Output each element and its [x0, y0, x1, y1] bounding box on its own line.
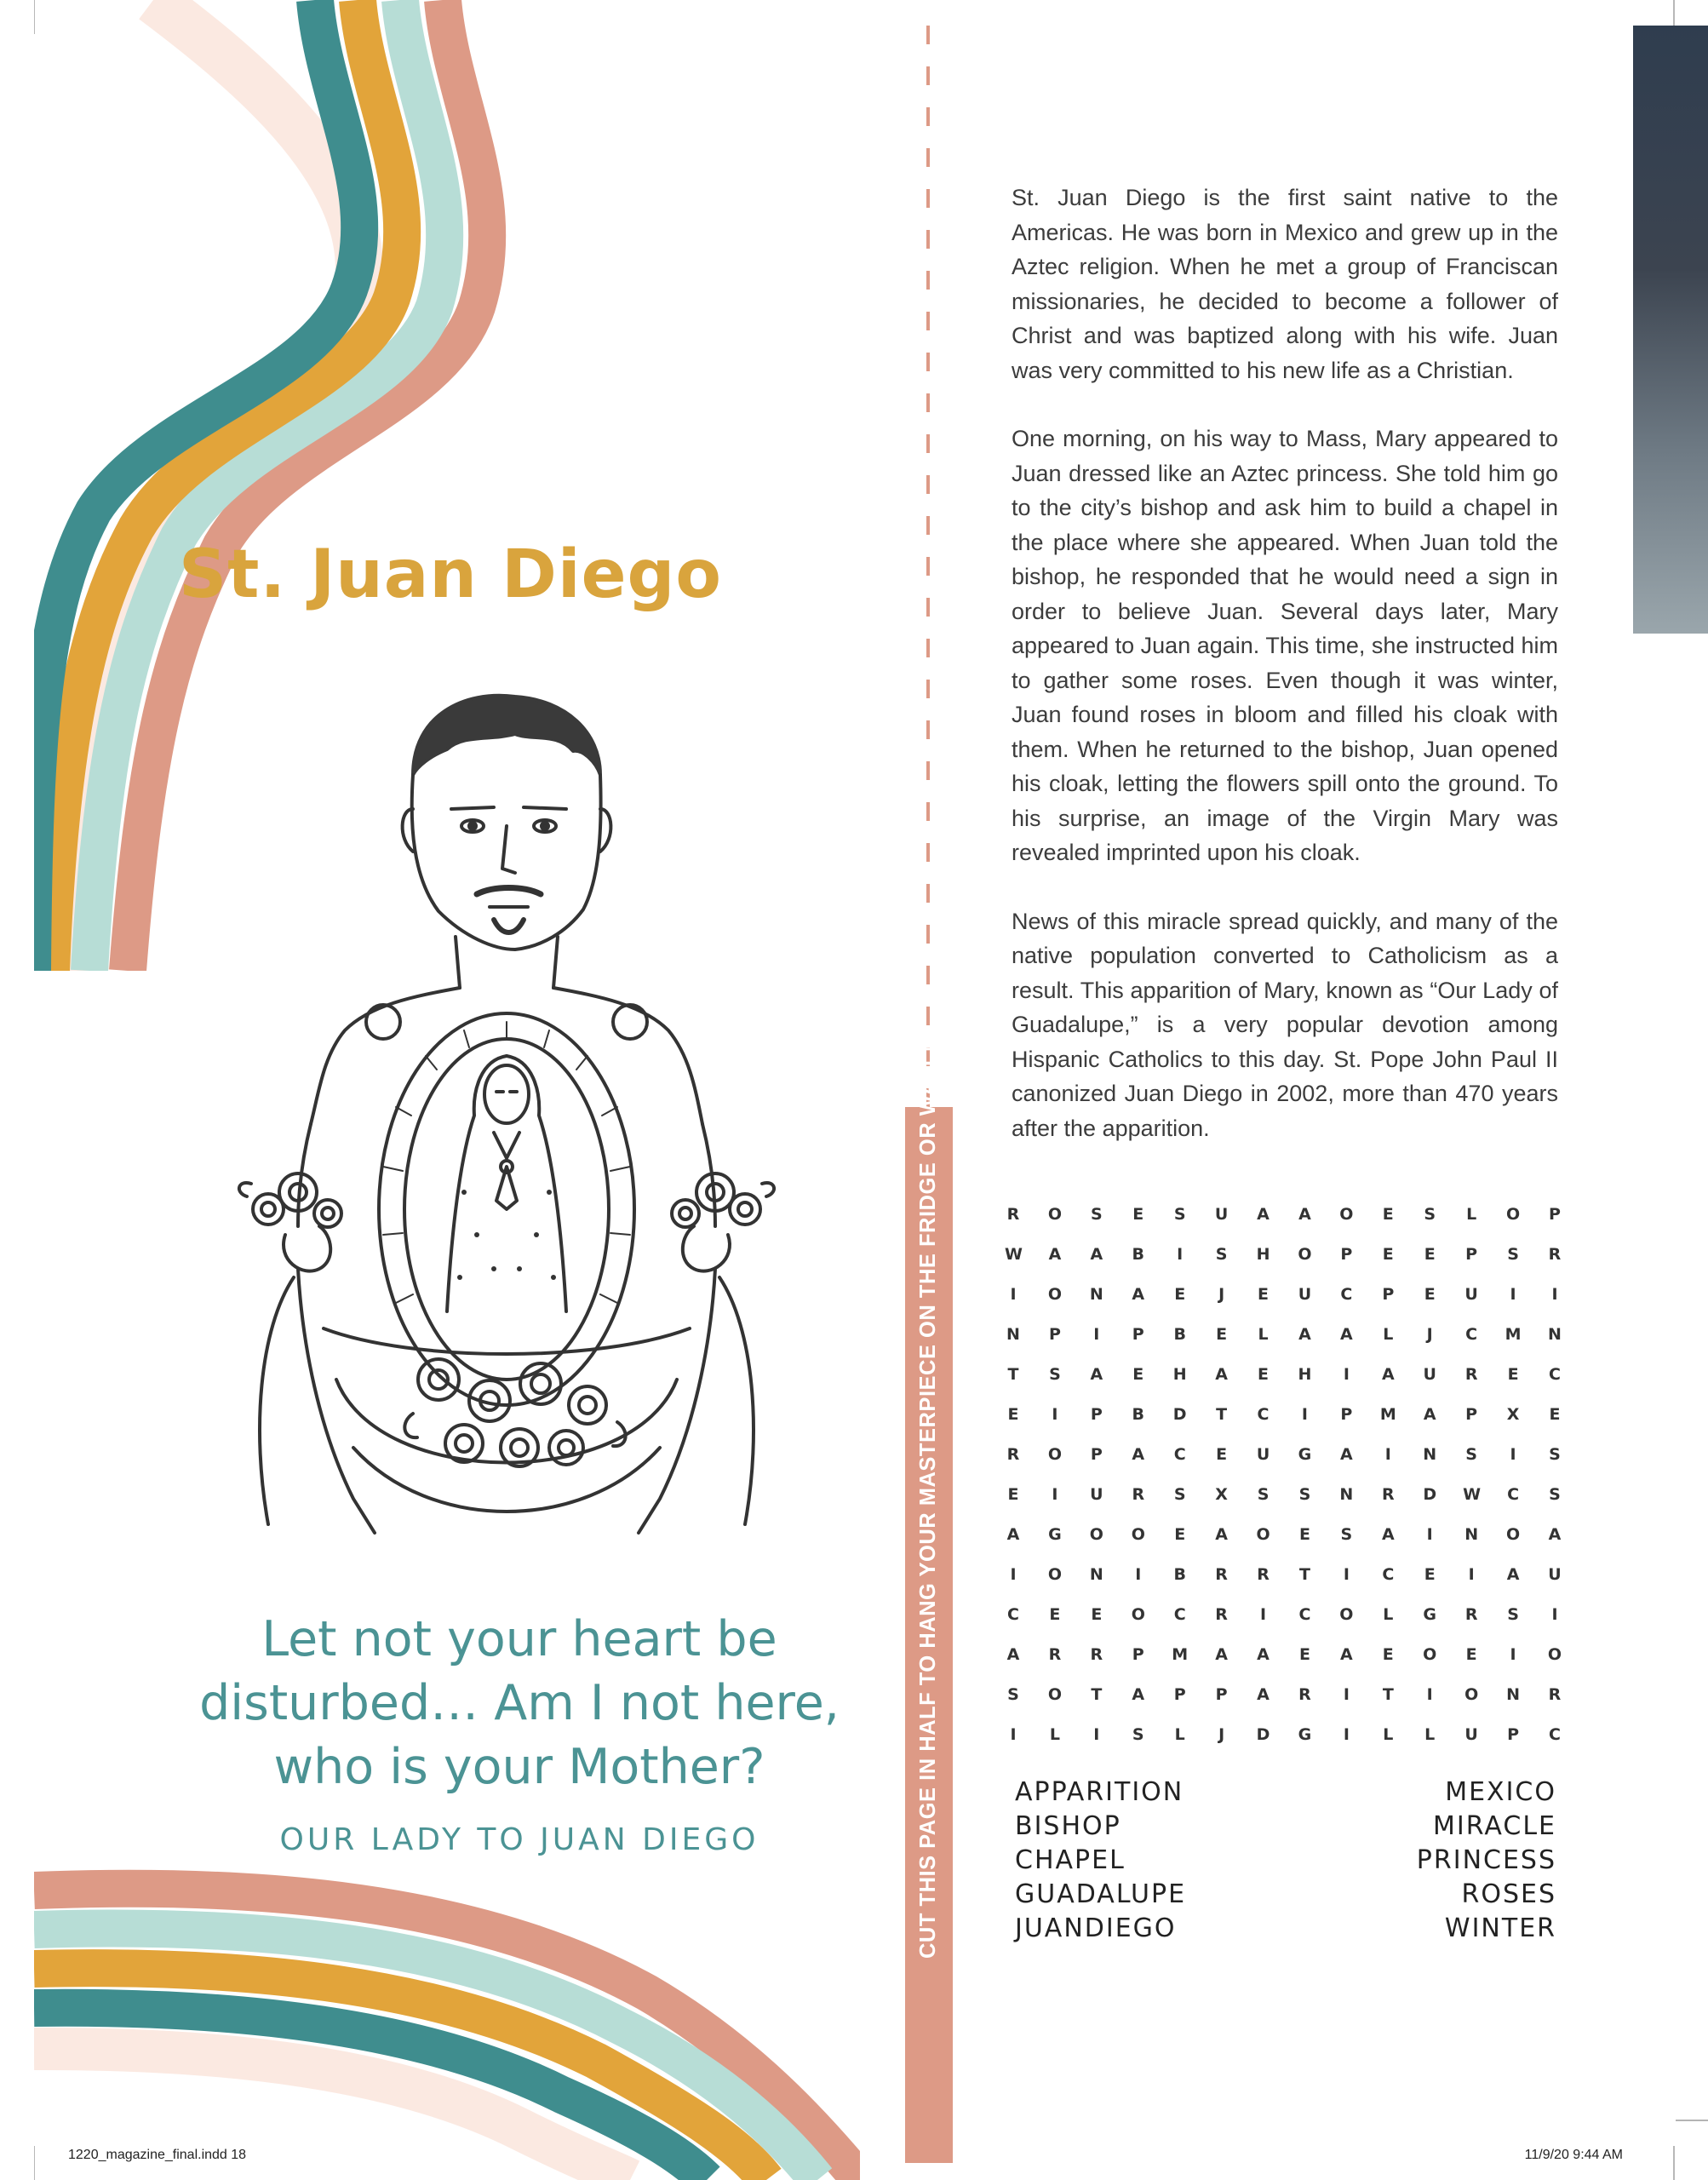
- word-search-letter: L: [1174, 1724, 1185, 1744]
- word-search-letter: C: [1173, 1604, 1186, 1624]
- word-search-letter: C: [1549, 1724, 1561, 1744]
- word-search-letter: R: [1048, 1644, 1062, 1664]
- word-search-letter: N: [1089, 1284, 1103, 1304]
- word-search-letter: P: [1215, 1684, 1228, 1704]
- word-search-letter: P: [1132, 1324, 1144, 1344]
- word-search-letter: I: [1093, 1724, 1100, 1744]
- word-search-letter: S: [1091, 1204, 1103, 1224]
- word-search-letter: E: [1132, 1364, 1144, 1384]
- word-search-letter: O: [1464, 1684, 1479, 1704]
- word-search-letter: E: [1007, 1484, 1019, 1504]
- word-search-letter: B: [1173, 1324, 1186, 1344]
- word-search-letter: S: [1173, 1484, 1186, 1504]
- word-search-letter: A: [1132, 1444, 1145, 1464]
- word-search-letter: G: [1298, 1724, 1312, 1744]
- word-search-letter: E: [1424, 1564, 1436, 1584]
- word-search-letter: S: [1507, 1604, 1519, 1624]
- word-search-letter: R: [1215, 1604, 1228, 1624]
- word-search-letter: E: [1258, 1284, 1270, 1304]
- word-search-letter: N: [1423, 1444, 1437, 1464]
- word-search-letter: D: [1256, 1724, 1270, 1744]
- word-search-letter: A: [1257, 1204, 1270, 1224]
- word-search-letter: I: [1010, 1724, 1017, 1744]
- word-search-letter: P: [1340, 1244, 1353, 1264]
- word-search-letter: H: [1256, 1244, 1270, 1264]
- word-list-item: WINTER: [1444, 1913, 1556, 1943]
- word-search-row: [1005, 1474, 1563, 1514]
- word-search-letter: S: [1340, 1524, 1353, 1544]
- word-search-letter: P: [1090, 1444, 1103, 1464]
- footer-filename: 1220_magazine_final.indd 18: [68, 2148, 247, 2162]
- word-search-letter: P: [1465, 1244, 1478, 1264]
- word-search-letter: D: [1172, 1404, 1187, 1424]
- word-search-letter: S: [1507, 1244, 1519, 1264]
- word-search-letter: S: [1049, 1364, 1061, 1384]
- word-search-letter: E: [1007, 1404, 1019, 1424]
- word-search-letter: N: [1506, 1684, 1521, 1704]
- word-search-letter: G: [1423, 1604, 1437, 1624]
- word-search-letter: P: [1173, 1684, 1186, 1704]
- word-search-letter: O: [1047, 1204, 1062, 1224]
- word-list-item: APPARITION: [1015, 1777, 1184, 1807]
- word-search-letter: S: [1424, 1204, 1436, 1224]
- juan-diego-illustration: [158, 681, 881, 1567]
- hair: [413, 696, 600, 775]
- word-search-letter: L: [1049, 1724, 1060, 1744]
- word-search-letter: E: [1091, 1604, 1103, 1624]
- word-search-letter: S: [1298, 1484, 1311, 1504]
- word-list-item: BISHOP: [1015, 1811, 1121, 1841]
- word-search-letter: P: [1048, 1324, 1061, 1344]
- word-search-letter: A: [1215, 1524, 1228, 1544]
- word-search-letter: I: [1426, 1684, 1433, 1704]
- adjacent-page-photo: [1633, 26, 1708, 634]
- word-search-letter: A: [1257, 1644, 1270, 1664]
- word-search-letter: A: [1381, 1524, 1395, 1544]
- cut-instruction-text: CUT THIS PAGE IN HALF TO HANG YOUR MASTERPIECE ON THE FRIDGE OR WALL!: [916, 1045, 940, 1959]
- word-search-letter: X: [1215, 1484, 1228, 1504]
- word-search-letter: R: [1548, 1684, 1562, 1704]
- word-search-letter: N: [1464, 1524, 1479, 1544]
- word-search-letter: J: [1218, 1284, 1225, 1304]
- word-search-letter: A: [1215, 1364, 1228, 1384]
- word-search-letter: A: [1548, 1524, 1562, 1544]
- quote-text: Let not your heart be disturbed… Am I not here, who is your Mother?: [199, 1611, 840, 1795]
- word-search-letter: O: [1298, 1244, 1312, 1264]
- word-search-letter: I: [1384, 1444, 1391, 1464]
- word-search-letter: R: [1464, 1364, 1478, 1384]
- word-search-letter: S: [1549, 1444, 1561, 1464]
- word-search-letter: L: [1258, 1324, 1269, 1344]
- word-search-letter: C: [1340, 1284, 1353, 1304]
- word-search-letter: A: [1423, 1404, 1436, 1424]
- word-search-row: [1005, 1394, 1563, 1434]
- word-search-letter: E: [1216, 1324, 1228, 1344]
- word-search-letter: O: [1505, 1204, 1521, 1224]
- word-search-letter: I: [1468, 1564, 1475, 1584]
- word-search-letter: P: [1382, 1284, 1395, 1304]
- word-search-letter: I: [1010, 1284, 1017, 1304]
- word-search-row: [1005, 1194, 1563, 1234]
- word-search-grid: [1005, 1194, 1563, 1754]
- word-search-letter: A: [1090, 1364, 1103, 1384]
- word-search-letter: C: [1173, 1444, 1186, 1464]
- word-search-letter: U: [1090, 1484, 1103, 1504]
- word-search-letter: T: [1298, 1564, 1310, 1584]
- word-search-letter: P: [1132, 1644, 1144, 1664]
- word-search-row: [1005, 1554, 1563, 1594]
- word-search-letter: E: [1465, 1644, 1477, 1664]
- story-paragraph: St. Juan Diego is the first saint native to the Americas. He was born in Mexico and grew up in the Aztec religion. When he met a group of Franciscan missionaries, he decided to become a follower of Christ and was baptized along with his wife. Juan was very committed to his new life as a Christian.: [1012, 185, 1558, 383]
- word-search-letter: R: [1132, 1484, 1145, 1504]
- word-search-letter: U: [1423, 1364, 1436, 1384]
- word-search-letter: I: [1510, 1284, 1516, 1304]
- word-search-letter: A: [1132, 1684, 1145, 1704]
- word-search-letter: T: [1382, 1684, 1394, 1704]
- word-search-letter: L: [1383, 1724, 1394, 1744]
- word-search-letter: I: [1551, 1284, 1558, 1304]
- word-search-letter: I: [1510, 1444, 1516, 1464]
- word-search-letter: A: [1257, 1684, 1270, 1704]
- word-search-letter: A: [1340, 1444, 1353, 1464]
- word-search-letter: R: [1257, 1564, 1270, 1584]
- word-search-letter: L: [1466, 1204, 1477, 1224]
- word-search-letter: C: [1298, 1604, 1311, 1624]
- word-search-letter: O: [1505, 1524, 1521, 1544]
- word-search-letter: E: [1424, 1284, 1436, 1304]
- word-search-row: [1005, 1714, 1563, 1754]
- footer-timestamp: 11/9/20 9:44 AM: [1524, 2148, 1623, 2162]
- word-search-letter: P: [1340, 1404, 1353, 1424]
- word-search-letter: E: [1132, 1204, 1144, 1224]
- word-search-letter: I: [1010, 1564, 1017, 1584]
- word-search-letter: M: [1172, 1644, 1189, 1664]
- word-search-letter: C: [1257, 1404, 1270, 1424]
- word-search-letter: C: [1382, 1564, 1395, 1584]
- word-search-letter: O: [1131, 1524, 1145, 1544]
- word-search-letter: I: [1093, 1324, 1100, 1344]
- word-search-letter: I: [1135, 1564, 1142, 1584]
- word-list-item: MIRACLE: [1433, 1811, 1556, 1841]
- word-search-letter: J: [1218, 1724, 1225, 1744]
- word-search-letter: W: [1463, 1484, 1482, 1504]
- word-search-letter: I: [1343, 1724, 1350, 1744]
- word-search-letter: R: [1090, 1644, 1103, 1664]
- word-search-letter: S: [1465, 1444, 1477, 1464]
- word-search-letter: G: [1048, 1524, 1062, 1544]
- word-search-letter: L: [1383, 1324, 1394, 1344]
- word-list-item: MEXICO: [1445, 1777, 1556, 1807]
- word-search-letter: S: [1007, 1684, 1019, 1704]
- word-search-letter: O: [1047, 1684, 1062, 1704]
- story-paragraph: One morning, on his way to Mass, Mary appeared to Juan dressed like an Aztec princess. She told him go to the city’s bishop and ask him to build a chapel in the place where she appeared. When Juan told the bishop, he responded that he would need a sign in order to believe Juan. Several days later, Mary appeared to Juan again. This time, she instructed him to gather some roses. Even though it was winter, Juan found roses in bloom and filled his cloak with them. When he returned to the bishop, Juan opened his cloak, letting the flowers spill onto the ground. To his surprise, an image of the Virgin Mary was revealed imprinted upon his cloak.: [1012, 426, 1558, 865]
- word-search-letter: P: [1507, 1724, 1520, 1744]
- word-search-letter: E: [1258, 1364, 1270, 1384]
- word-search-letter: A: [1340, 1324, 1353, 1344]
- word-search-letter: O: [1131, 1604, 1145, 1624]
- word-search-letter: O: [1547, 1644, 1562, 1664]
- word-search-letter: E: [1174, 1524, 1186, 1544]
- word-search-letter: B: [1132, 1244, 1144, 1264]
- word-search-letter: I: [1343, 1684, 1350, 1704]
- word-search-letter: P: [1465, 1404, 1478, 1424]
- word-search-letter: N: [1089, 1564, 1103, 1584]
- word-search-letter: O: [1256, 1524, 1270, 1544]
- word-search-letter: R: [1298, 1684, 1311, 1704]
- word-search-letter: E: [1216, 1444, 1228, 1464]
- quote-attribution: OUR LADY TO JUAN DIEGO: [279, 1822, 759, 1857]
- word-search-letter: I: [1301, 1404, 1308, 1424]
- word-search-letter: R: [1381, 1484, 1395, 1504]
- word-list-item: GUADALUPE: [1015, 1879, 1187, 1909]
- word-search-letter: E: [1298, 1644, 1310, 1664]
- word-search-letter: A: [1090, 1244, 1103, 1264]
- story-text: [1012, 181, 1558, 1179]
- word-search-row: [1005, 1634, 1563, 1674]
- word-search-letter: N: [1548, 1324, 1562, 1344]
- word-search-letter: S: [1132, 1724, 1144, 1744]
- page-title: St. Juan Diego: [179, 536, 722, 613]
- word-search-letter: L: [1424, 1724, 1436, 1744]
- word-search-letter: B: [1173, 1564, 1186, 1584]
- word-search-row: [1005, 1234, 1563, 1274]
- word-search-letter: S: [1257, 1484, 1270, 1504]
- word-search-letter: C: [1507, 1484, 1520, 1504]
- word-search-row: [1005, 1434, 1563, 1474]
- word-search-letter: C: [1549, 1364, 1561, 1384]
- word-search-letter: O: [1339, 1604, 1354, 1624]
- word-search-letter: S: [1549, 1484, 1561, 1504]
- word-search-letter: L: [1383, 1604, 1394, 1624]
- word-search-letter: A: [1215, 1644, 1228, 1664]
- word-search-letter: H: [1172, 1364, 1187, 1384]
- word-search-letter: O: [1339, 1204, 1354, 1224]
- word-search-letter: B: [1132, 1404, 1144, 1424]
- word-search-letter: U: [1298, 1284, 1312, 1304]
- word-list-right: [1417, 1776, 1556, 1946]
- word-search-letter: P: [1549, 1204, 1561, 1224]
- word-search-letter: D: [1423, 1484, 1437, 1504]
- word-search-letter: R: [1006, 1204, 1020, 1224]
- word-list-item: ROSES: [1461, 1879, 1556, 1909]
- word-search-letter: I: [1052, 1404, 1058, 1424]
- word-search-letter: P: [1090, 1404, 1103, 1424]
- word-list-item: CHAPEL: [1015, 1845, 1126, 1875]
- word-search-letter: U: [1256, 1444, 1270, 1464]
- word-search-letter: E: [1549, 1404, 1561, 1424]
- word-list-left: [1015, 1776, 1186, 1946]
- word-search-letter: S: [1215, 1244, 1228, 1264]
- word-search-letter: C: [1007, 1604, 1019, 1624]
- word-search-letter: T: [1216, 1404, 1228, 1424]
- word-search-letter: A: [1298, 1204, 1311, 1224]
- story-paragraph: News of this miracle spread quickly, and many of the native population converted to Catholicism as a result. This apparition of Mary, known as “Our Lady of Guadalupe,” is a very popular devotion among Hispanic Catholics to this day. St. Pope John Paul II canonized Juan Diego in 2002, more than 470 years after the apparition.: [1012, 908, 1558, 1141]
- word-search-letter: A: [1006, 1524, 1020, 1544]
- word-search-letter: A: [1340, 1644, 1353, 1664]
- word-search-letter: A: [1506, 1564, 1520, 1584]
- word-search-letter: A: [1048, 1244, 1062, 1264]
- word-search-row: [1005, 1354, 1563, 1394]
- word-search-letter: E: [1174, 1284, 1186, 1304]
- word-search-letter: M: [1379, 1404, 1396, 1424]
- word-search-letter: H: [1298, 1364, 1312, 1384]
- word-list-item: PRINCESS: [1416, 1845, 1556, 1875]
- word-search-letter: W: [1005, 1244, 1023, 1264]
- word-search-letter: S: [1173, 1204, 1186, 1224]
- word-search-letter: U: [1214, 1204, 1229, 1224]
- word-search-letter: O: [1047, 1284, 1062, 1304]
- word-search-letter: A: [1132, 1284, 1145, 1304]
- word-search-letter: I: [1343, 1364, 1350, 1384]
- word-search-letter: O: [1047, 1444, 1062, 1464]
- word-search-letter: U: [1464, 1284, 1478, 1304]
- word-search-letter: R: [1215, 1564, 1228, 1584]
- word-search-letter: O: [1047, 1564, 1062, 1584]
- word-search-letter: X: [1506, 1404, 1520, 1424]
- cut-line: [920, 26, 937, 1116]
- word-search-letter: A: [1006, 1644, 1020, 1664]
- word-search-letter: E: [1507, 1364, 1519, 1384]
- word-search-letter: I: [1510, 1644, 1516, 1664]
- word-search-letter: I: [1177, 1244, 1184, 1264]
- word-search-letter: R: [1464, 1604, 1478, 1624]
- word-search-letter: N: [1339, 1484, 1354, 1504]
- word-search-letter: R: [1548, 1244, 1562, 1264]
- word-search-letter: G: [1298, 1444, 1312, 1464]
- word-search-letter: T: [1007, 1364, 1019, 1384]
- word-search-letter: U: [1548, 1564, 1562, 1584]
- word-search-letter: C: [1465, 1324, 1478, 1344]
- word-search-letter: I: [1343, 1564, 1350, 1584]
- word-search-letter: I: [1259, 1604, 1267, 1624]
- word-search-letter: R: [1006, 1444, 1020, 1464]
- word-search-letter: E: [1049, 1604, 1061, 1624]
- word-search-letter: E: [1298, 1524, 1310, 1544]
- word-search-row: [1005, 1674, 1563, 1714]
- word-search-letter: E: [1382, 1244, 1394, 1264]
- word-search-row: [1005, 1514, 1563, 1554]
- word-search-letter: O: [1423, 1644, 1437, 1664]
- word-search-letter: U: [1464, 1724, 1478, 1744]
- word-search-letter: E: [1382, 1644, 1394, 1664]
- word-search-letter: J: [1426, 1324, 1433, 1344]
- word-search-letter: E: [1424, 1244, 1436, 1264]
- word-search-letter: T: [1091, 1684, 1103, 1704]
- word-search-row: [1005, 1274, 1563, 1314]
- word-search-letter: O: [1089, 1524, 1103, 1544]
- word-search-letter: A: [1381, 1364, 1395, 1384]
- word-search-letter: I: [1052, 1484, 1058, 1504]
- word-search-row: [1005, 1314, 1563, 1354]
- word-search-letter: M: [1505, 1324, 1522, 1344]
- word-search-row: [1005, 1594, 1563, 1634]
- word-list-item: JUANDIEGO: [1015, 1913, 1177, 1943]
- word-search-letter: A: [1298, 1324, 1311, 1344]
- word-search-letter: I: [1426, 1524, 1433, 1544]
- word-search-letter: E: [1382, 1204, 1394, 1224]
- word-search-letter: N: [1006, 1324, 1020, 1344]
- word-search-letter: I: [1551, 1604, 1558, 1624]
